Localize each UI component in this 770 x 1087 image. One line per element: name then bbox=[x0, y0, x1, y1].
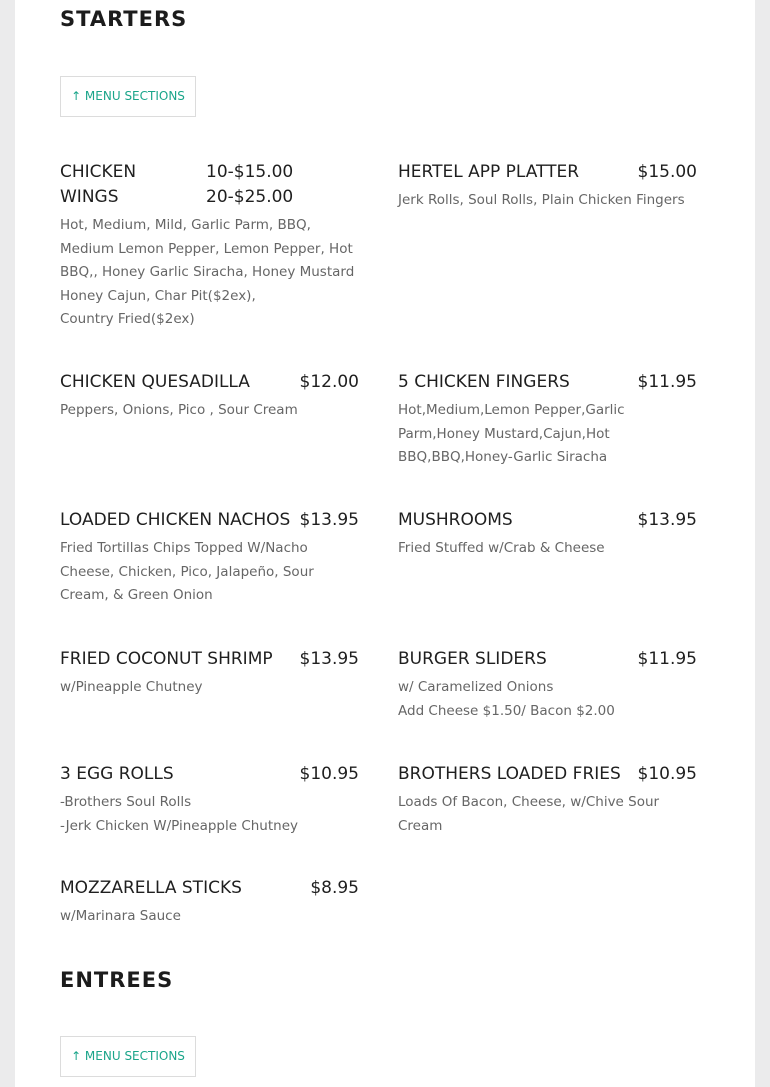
item-name: LOADED CHICKEN NACHOS bbox=[60, 510, 291, 530]
item-name: 3 EGG ROLLS bbox=[60, 764, 174, 784]
item-description: Peppers, Onions, Pico , Sour Cream bbox=[60, 402, 298, 418]
item-price: $15.00 bbox=[637, 162, 697, 182]
item-description: Jerk Rolls, Soul Rolls, Plain Chicken Fingers bbox=[398, 192, 685, 208]
item-description-extra: -Jerk Chicken W/Pineapple Chutney bbox=[60, 817, 299, 834]
menu-card bbox=[15, 0, 755, 1087]
section-title-starters: STARTERS bbox=[60, 7, 188, 31]
item-price-line2: 20-$25.00 bbox=[206, 187, 294, 207]
menu-item-mushrooms bbox=[398, 508, 697, 561]
item-name: HERTEL APP PLATTER bbox=[398, 162, 580, 182]
menu-item-3-egg-rolls bbox=[60, 762, 359, 838]
menu-item-fried-coconut-shrimp bbox=[60, 647, 359, 700]
item-description: Fried Tortillas Chips Topped W/Nacho Cheese, Chicken, Pico, Jalapeño, Sour Cream, & Green Onion bbox=[60, 540, 314, 603]
menu-item-loaded-chicken-nachos bbox=[60, 508, 359, 608]
item-name: 5 CHICKEN FINGERS bbox=[398, 372, 570, 392]
item-description: Fried Stuffed w/Crab & Cheese bbox=[398, 540, 605, 556]
section-title-entrees: ENTREES bbox=[60, 968, 174, 992]
item-description-extra: Add Cheese $1.50/ Bacon $2.00 bbox=[398, 702, 615, 719]
item-description: w/ Caramelized Onions bbox=[398, 679, 554, 695]
item-price: $12.00 bbox=[299, 372, 359, 392]
item-name: FRIED COCONUT SHRIMP bbox=[60, 649, 273, 669]
item-description: Loads Of Bacon, Cheese, w/Chive Sour Cream bbox=[398, 794, 660, 834]
item-name: CHICKEN QUESADILLA bbox=[60, 372, 250, 392]
menu-item-burger-sliders bbox=[398, 647, 697, 723]
item-description: -Brothers Soul Rolls bbox=[60, 794, 192, 810]
item-name: BROTHERS LOADED FRIES bbox=[398, 764, 621, 784]
item-description: w/Pineapple Chutney bbox=[60, 679, 203, 695]
menu-item-mozzarella-sticks bbox=[60, 876, 359, 929]
menu-item-5-chicken-fingers bbox=[398, 370, 697, 470]
item-price: $13.95 bbox=[637, 510, 697, 530]
item-price: $10.95 bbox=[299, 764, 359, 784]
item-name-line1: CHICKEN bbox=[60, 162, 137, 182]
item-price: $11.95 bbox=[637, 649, 697, 669]
item-price: $13.95 bbox=[299, 510, 359, 530]
menu-sections-button[interactable]: ↑ MENU SECTIONS bbox=[60, 76, 196, 117]
item-description: Hot, Medium, Mild, Garlic Parm, BBQ, Medium Lemon Pepper, Lemon Pepper, Hot BBQ,, Honey Garlic Siracha, Honey Mustard bbox=[60, 217, 355, 280]
item-name-line2: WINGS bbox=[60, 187, 119, 207]
menu-item-chicken-wings bbox=[60, 160, 360, 332]
item-name: MOZZARELLA STICKS bbox=[60, 878, 242, 898]
item-name: MUSHROOMS bbox=[398, 510, 513, 530]
item-price-line1: 10-$15.00 bbox=[206, 162, 294, 182]
menu-item-brothers-loaded-fries bbox=[398, 762, 697, 838]
item-description: Hot,Medium,Lemon Pepper,Garlic Parm,Honey Mustard,Cajun,Hot BBQ,BBQ,Honey-Garlic Siracha bbox=[398, 402, 625, 465]
item-name: BURGER SLIDERS bbox=[398, 649, 547, 669]
item-price: $13.95 bbox=[299, 649, 359, 669]
item-description: w/Marinara Sauce bbox=[60, 908, 181, 924]
item-price: $8.95 bbox=[310, 878, 359, 898]
item-description-extra: Honey Cajun, Char Pit($2ex), Country Fried($2ex) bbox=[60, 287, 256, 327]
menu-item-chicken-quesadilla bbox=[60, 370, 359, 423]
item-price: $10.95 bbox=[637, 764, 697, 784]
menu-item-hertel-app-platter bbox=[398, 160, 697, 213]
menu-sections-button-entrees[interactable]: ↑ MENU SECTIONS bbox=[60, 1036, 196, 1077]
item-price: $11.95 bbox=[637, 372, 697, 392]
